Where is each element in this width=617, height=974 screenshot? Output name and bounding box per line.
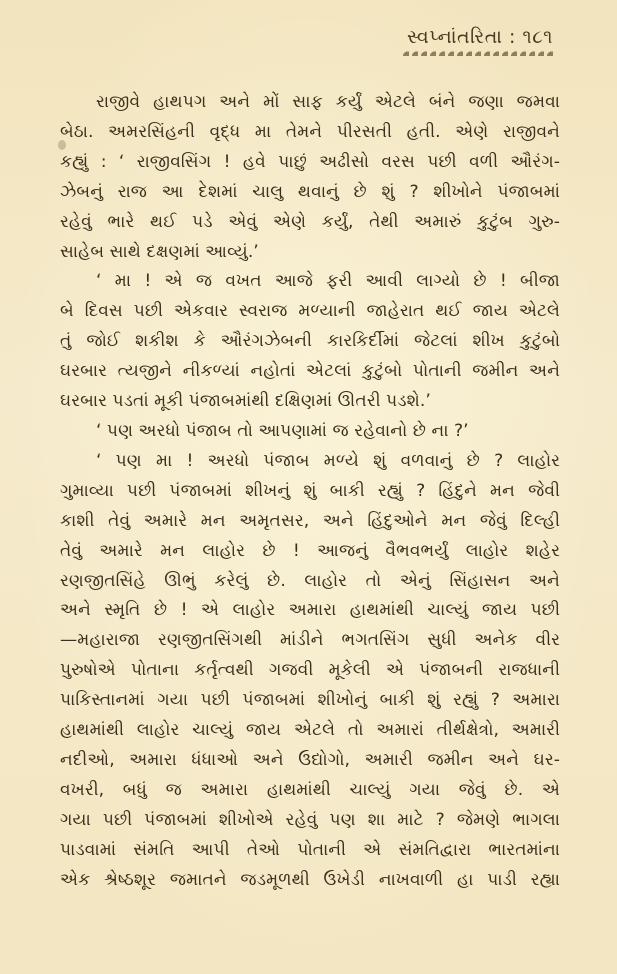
text-line: નદીઓ, અમારા ધંધાઓ અને ઉદ્યોગો, અમારી જમીન અને ઘર- [60,749,560,770]
body-text [60,88,560,895]
text-line: ઝેબનું રાજ આ દેશમાં ચાલુ થવાનું છે શું ? શીખોને પંજાબમાં [60,181,560,202]
text-line: —મહારાજા રણજીતસિંગથી માંડીને ભગતસિંગ સુધી અનેક વીર [60,630,560,651]
text-line: પુરુષોએ પોતાના કર્તૃત્વથી ગજવી મૂકેલી એ પંજાબની રાજધાની [60,660,560,681]
text-line: સાહેબ સાથે દક્ષણમાં આવ્યું.’ [60,241,259,262]
text-line: ઘરબાર પડતાં મૂકી પંજાબમાંથી દક્ષિણમાં ઊતરી પડશે.’ [60,391,431,412]
text-line: ગુમાવ્યા પછી પંજાબમાં શીખનું શું બાકી રહ્યું ? હિંદુને મન જેવી [60,480,560,501]
text-line: રાજીવે હાથપગ અને મોં સાફ કર્યું એટલે બંને જણા જમવા [96,92,560,112]
running-head-page-number: સ્વપ્નાંતરિતા : ૧૮૧ [407,26,553,48]
text-line: બેઠા. અમરસિંહની વૃદ્ધ મા તેમને પીરસતી હતી. એણે રાજીવને [60,121,560,142]
paragraph-4 [60,447,560,896]
text-line: રણજીતસિંહે ઊભું કરેલું છે. લાહોર તો એનું સિંહાસન અને [60,570,560,591]
text-line: તું જોઈ શકીશ કે ઔરંગઝેબની કારકિર્દીમાં જેટલાં શીખ કુટુંબો [60,331,560,352]
text-line: રહેવું ભારે થઈ પડે એવું એણે કર્યું, તેથી અમારું કુટુંબ ગુરુ- [60,211,560,232]
text-line: ઘરબાર ત્યજીને નીકળ્યાં નહોતાં એટલાં કુટુંબો પોતાની જમીન અને [60,361,560,382]
text-line: ‘ પણ અરધો પંજાબ તો આપણામાં જ રહેવાનો છે ના ?’ [96,420,469,441]
paragraph-1 [60,88,560,267]
text-line: બે દિવસ પછી એકવાર સ્વરાજ મળ્યાની જાહેરાત થઈ જાય એટલે [60,301,560,322]
text-line: કાશી તેવું અમારે મન અમૃતસર, અને હિંદુઓને મન જેવું દિલ્હી [60,510,560,531]
text-line: કહ્યું : ‘ રાજીવસિંગ ! હવે પાછું અઢીસો વરસ પછી વળી ઔરંગ- [60,151,560,172]
text-line: હાથમાંથી લાહોર ચાલ્યું જાય એટલે તો અમારાં તીર્થક્ષેત્રો, અમારી [60,720,560,741]
text-line: અને સ્મૃતિ છે ! એ લાહોર અમારા હાથમાંથી ચાલ્યું જાય પછી [60,600,560,621]
text-line: ‘ મા ! એ જ વખત આજે ફરી આવી લાગ્યો છે ! બીજા [96,271,560,292]
text-line: તેવું અમારે મન લાહોર છે ! આજનું વૈભવભર્યું લાહોર શહેર [60,540,560,561]
header-wavy-rule [403,50,553,56]
paragraph-2 [60,267,560,417]
text-line: વખરી, બધું જ અમારા હાથમાંથી ચાલ્યું ગયા જેવું છે. એ [60,779,560,800]
text-line: એક શ્રેષ્ઠશૂર જમાતને જડમૂળથી ઉખેડી નાખવાળી હા પાડી રહ્યા [60,869,560,890]
text-line: પાડવામાં સંમતિ આપી તેઓ પોતાની એ સંમતિદ્વારા ભારતમાંના [60,839,560,860]
text-line: ‘ પણ મા ! અરધો પંજાબ મળ્યે શું વળવાનું છે ? લાહોર [96,450,560,471]
text-line: ગયા પછી પંજાબમાં શીખોએ રહેવું પણ શા માટે ? જેમણે ભાગલા [60,809,560,830]
page-header [403,26,553,56]
text-line: પાકિસ્તાનમાં ગયા પછી પંજાબમાં શીખોનું બાકી શું રહ્યું ? અમારા [60,690,560,711]
paragraph-3 [60,417,560,447]
